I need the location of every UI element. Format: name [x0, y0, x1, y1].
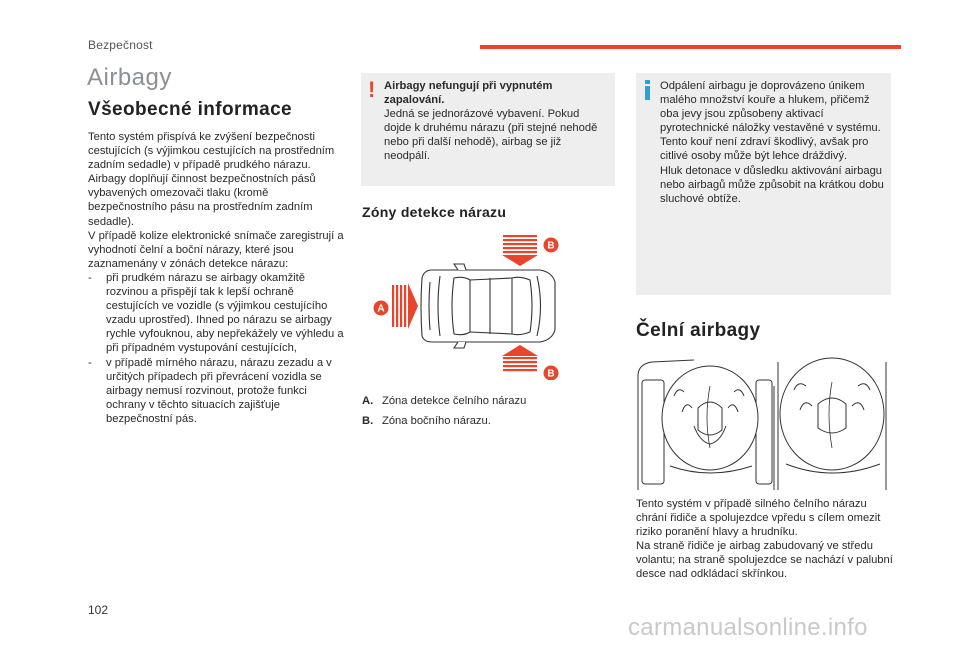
info-line: Tento kouř není zdraví škodlivý, avšak pro citlivé osoby může být lehce dráždivý.: [660, 136, 869, 163]
badge-b-label: B: [547, 240, 555, 252]
front-airbags-illustration: [634, 356, 891, 490]
front-impact-arrows: [392, 283, 418, 329]
side-impact-arrows-bottom: [502, 345, 538, 371]
side-impact-arrows-top: [502, 235, 538, 266]
warning-text: [384, 79, 606, 164]
list-dash: -: [88, 271, 92, 284]
car-impact-diagram: [362, 230, 562, 380]
legend-text: Zóna bočního nárazu.: [382, 415, 491, 428]
legend-row: [362, 414, 612, 428]
page-number: 102: [88, 603, 109, 617]
general-info-heading: Všeobecné informace: [88, 99, 293, 120]
section-accent-bar: [480, 45, 901, 49]
front-paragraph: Na straně řidiče je airbag zabudovaný ve středu volantu; na straně spolujezdce se nachází v palubní desce nad odkládací skřínkou.: [636, 540, 893, 581]
legend-key: B.: [362, 415, 374, 428]
zones-heading: Zóny detekce nárazu: [362, 204, 507, 220]
general-paragraph: V případě kolize elektronické snímače zaregistrují a vyhodnotí čelní a boční nárazy, které jsou zaznamenány v zónách detekce nárazu:: [88, 229, 344, 270]
front-airbags-heading: Čelní airbagy: [636, 320, 761, 341]
watermark: carmanualsonline.info: [628, 614, 868, 641]
info-box: [636, 73, 891, 295]
badge-b-bottom: [544, 366, 559, 381]
car-top-view: [421, 264, 555, 348]
info-text: [660, 79, 886, 206]
list-item: [88, 356, 346, 426]
info-line: Odpálení airbagu je doprovázeno únikem malého množství kouře a hlukem, přičemž oba jevy jsou způsobeny aktivací pyrotechnické náložky vestavěné v systému.: [660, 80, 881, 135]
legend-row: [362, 394, 612, 408]
warning-icon: !: [368, 77, 376, 102]
warning-box: [361, 73, 615, 186]
list-item-text: při prudkém nárazu se airbagy okamžitě rozvinou a přispějí tak k lepší ochraně cestujících ve vozidle (s výjimkou cestujícího vzadu uprostřed). Ihned po nárazu se airbagy rychle vyfouknou, aby nepřekážely ve výhledu a při případném vystupování cestujících,: [106, 271, 344, 355]
badge-a-label: A: [377, 303, 385, 315]
badge-b-label: B: [547, 368, 555, 380]
badge-b-top: [544, 238, 559, 253]
zones-legend: [362, 394, 612, 434]
list-item: [88, 271, 346, 356]
legend-key: A.: [362, 395, 374, 407]
list-dash: -: [88, 356, 92, 369]
general-paragraph: Tento systém přispívá ke zvýšení bezpečnosti cestujících (s výjimkou cestujících na prostředním zadním sedadle) v případě prudkého nárazu. Airbagy doplňují činnost bezpečnostních pásů vybavených omezovači tlaku (kromě bezpečnostního pásu na prostředním zadním sedadle).: [88, 131, 335, 228]
page-title: Airbagy: [87, 64, 172, 91]
general-info-body: [88, 130, 346, 426]
info-line: Hluk detonace v důsledku aktivování airbagu nebo airbagů může způsobit na krátkou dobu sluchové obtíže.: [660, 164, 884, 205]
front-airbags-body: [636, 497, 894, 582]
warning-bold-text: Airbagy nefungují při vypnutém zapalování.: [384, 80, 553, 107]
warning-body-text: Jedná se jednorázové vybavení. Pokud dojde k druhému nárazu (při stejné nehodě nebo při další nehodě), airbag se již neodpálí.: [384, 108, 598, 163]
section-label: Bezpečnost: [88, 38, 153, 52]
badge-a: [374, 301, 389, 316]
legend-text: Zóna detekce čelního nárazu: [382, 395, 527, 407]
list-item-text: v případě mírného nárazu, nárazu zezadu a v určitých případech při převrácení vozidla se airbagy nemusí rozvinout, protože funkci ochrany v těchto situacích zajišťuje bezpečnostní pás.: [106, 356, 332, 425]
info-icon: [645, 80, 650, 100]
front-paragraph: Tento systém v případě silného čelního nárazu chrání řidiče a spolujezdce vpředu s cílem omezit riziko poranění hlavy a hrudníku.: [636, 498, 881, 539]
